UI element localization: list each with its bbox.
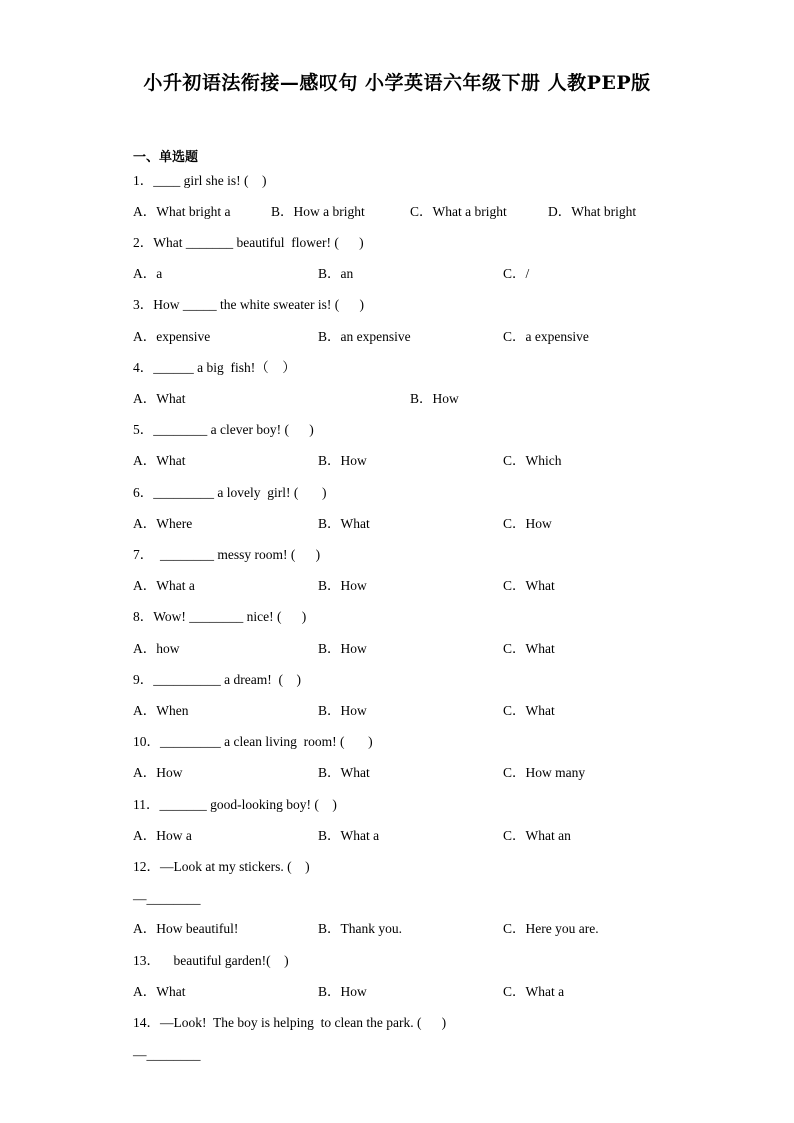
question-text-tail: good-looking boy! ( ) — [206, 797, 337, 812]
question-text: 3．How — [133, 297, 183, 312]
question-12 — [133, 858, 310, 876]
option-a: A．When — [133, 703, 189, 718]
option-c: C．What an — [503, 828, 571, 843]
question-14 — [133, 1014, 446, 1032]
question-7 — [133, 546, 320, 564]
option-a: A．Where — [133, 516, 193, 531]
option-a: A．how — [133, 641, 180, 656]
question-text: 13． beautiful garden!( ) — [133, 953, 289, 968]
answer-blank: ______ — [153, 360, 194, 375]
option-b: B．How — [318, 453, 367, 468]
option-b: B．What a — [318, 828, 380, 843]
question-11 — [133, 796, 337, 814]
option-a: A．expensive — [133, 329, 211, 344]
question-text: 14．—Look! The boy is helping to clean the park. ( ) — [133, 1015, 447, 1030]
option-c: C．What — [503, 641, 555, 656]
option-c: C．Which — [503, 453, 562, 468]
option-b: B．How — [318, 578, 367, 593]
question-text-tail: a clean living room! ( ) — [220, 734, 373, 749]
answer-blank: _______ — [159, 797, 207, 812]
option-a: A．What bright a — [133, 204, 231, 219]
option-a: A．What — [133, 984, 186, 999]
question-text-tail: beautiful flower! ( ) — [233, 235, 364, 250]
question-13 — [133, 952, 289, 970]
question-text: 5． — [133, 422, 154, 437]
question-text-tail: a clever boy! ( ) — [207, 422, 314, 437]
answer-blank: ________ — [160, 547, 214, 562]
question-text: 6． — [133, 485, 154, 500]
option-a: A．a — [133, 266, 163, 281]
question-5 — [133, 421, 314, 439]
option-b: B．How — [410, 391, 459, 406]
question-text: 12．—Look at my stickers. ( ) — [133, 859, 310, 874]
section-heading: 一、单选题 — [133, 150, 199, 165]
option-a: A．What — [133, 453, 186, 468]
question-text-tail: messy room! ( ) — [214, 547, 321, 562]
question-9 — [133, 671, 301, 689]
question-text-tail: a dream! ( ) — [220, 672, 301, 687]
option-b: B．an expensive — [318, 329, 411, 344]
option-c: C．How many — [503, 765, 586, 780]
question-text-tail: a big fish!（ ） — [193, 360, 296, 375]
option-b: B．What — [318, 765, 370, 780]
question-text-tail: girl she is! ( ) — [180, 173, 267, 188]
question-text: 4． — [133, 360, 154, 375]
question-text: 2．What — [133, 235, 186, 250]
question-text: 9． — [133, 672, 154, 687]
option-a: A．What a — [133, 578, 195, 593]
dialogue-answer-line: —________ — [133, 1047, 201, 1062]
option-b: B．Thank you. — [318, 921, 402, 936]
option-b: B．What — [318, 516, 370, 531]
option-c: C．What — [503, 578, 555, 593]
answer-blank: _____ — [182, 297, 217, 312]
option-c: C．What a — [503, 984, 565, 999]
question-text: 10． — [133, 734, 160, 749]
question-2 — [133, 234, 364, 252]
option-c: C．/ — [503, 266, 530, 281]
question-text-tail: the white sweater is! ( ) — [216, 297, 364, 312]
question-text-tail: nice! ( ) — [243, 609, 307, 624]
option-a: A．How beautiful! — [133, 921, 239, 936]
option-b: B．How — [318, 641, 367, 656]
question-text: 7． — [133, 547, 160, 562]
option-a: A．How a — [133, 828, 192, 843]
option-b: B．How — [318, 703, 367, 718]
question-text-tail: a lovely girl! ( ) — [214, 485, 327, 500]
option-d: D．What bright — [548, 204, 637, 219]
page-title: 小升初语法衔接—感叹句 小学英语六年级下册 人教PEP版 — [143, 72, 651, 94]
question-10 — [133, 733, 373, 751]
answer-blank: ________ — [153, 422, 208, 437]
question-1 — [133, 172, 266, 190]
question-text: 1． — [133, 173, 154, 188]
option-c: C．Here you are. — [503, 921, 599, 936]
option-c: C．What — [503, 703, 555, 718]
option-a: A．How — [133, 765, 183, 780]
dialogue-answer-line: —________ — [133, 891, 201, 906]
answer-blank: _________ — [153, 485, 214, 500]
question-8 — [133, 608, 306, 626]
option-b: B．an — [318, 266, 354, 281]
answer-blank: ________ — [189, 609, 244, 624]
option-a: A．What — [133, 391, 186, 406]
answer-blank: __________ — [153, 672, 221, 687]
question-4 — [133, 359, 296, 377]
option-b: B．How — [318, 984, 367, 999]
answer-blank: _________ — [160, 734, 221, 749]
option-b: B．How a bright — [271, 204, 365, 219]
answer-blank: ____ — [153, 173, 181, 188]
question-6 — [133, 484, 326, 502]
question-3 — [133, 296, 364, 314]
answer-blank: _______ — [185, 235, 234, 250]
option-c: C．What a bright — [410, 204, 507, 219]
option-c: C．How — [503, 516, 552, 531]
question-text: 11． — [133, 797, 160, 812]
option-c: C．a expensive — [503, 329, 589, 344]
question-text: 8．Wow! — [133, 609, 190, 624]
